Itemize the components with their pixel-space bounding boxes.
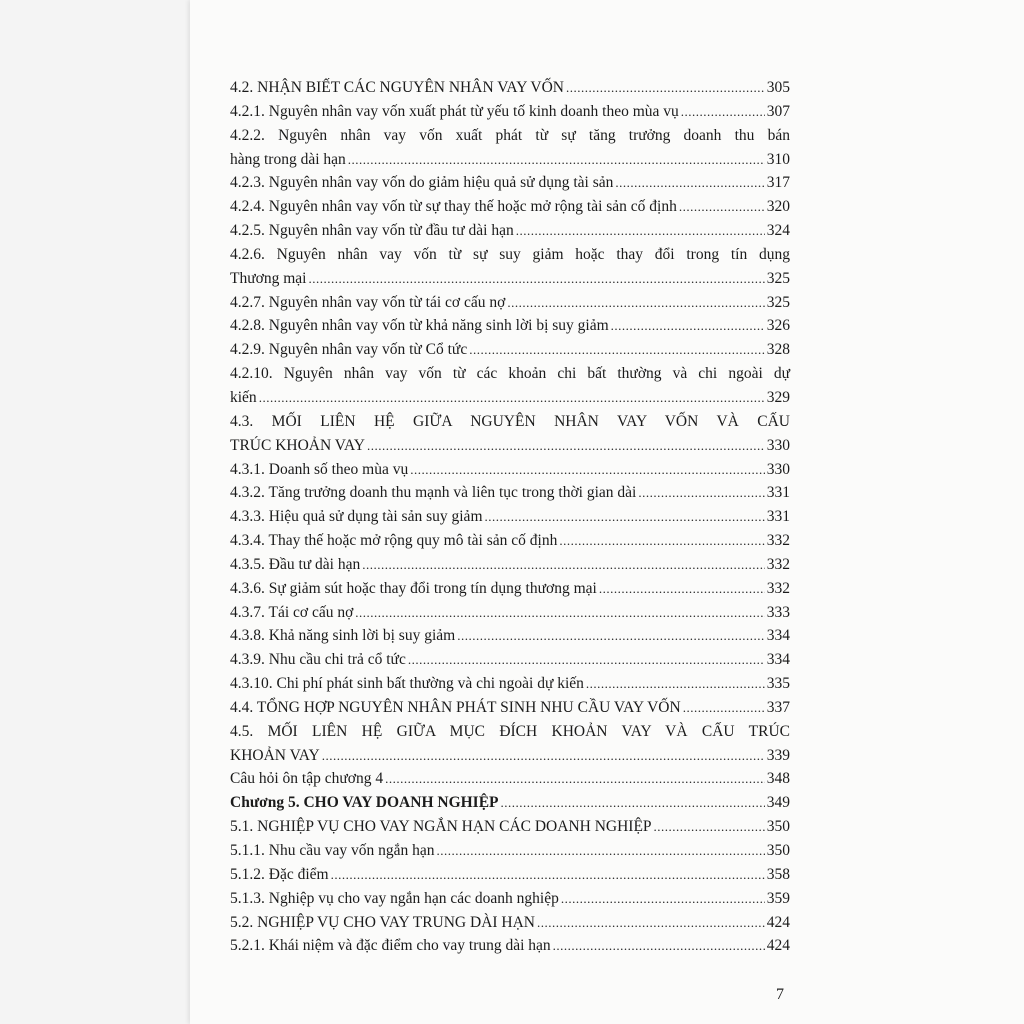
toc-entry-page: 325 [766,269,790,287]
toc-entry-page: 348 [766,770,790,788]
toc-entry [230,410,790,434]
toc-leader-dots [355,601,764,625]
page-number: 7 [776,986,784,1003]
toc-entry [230,505,790,529]
toc-leader-dots [507,291,764,315]
toc-entry-page: 307 [766,102,790,120]
toc-entry-title: 5.1.1. Nhu cầu vay vốn ngắn hạn [230,842,435,859]
toc-entry [230,481,790,505]
toc-leader-dots [638,481,764,505]
toc-entry [230,672,790,696]
toc-entry-title: 4.2.3. Nguyên nhân vay vốn do giảm hiệu quả sử dụng tài sản [230,174,614,192]
toc-entry [230,887,790,911]
toc-entry-title: 5.1.3. Nghiệp vụ cho vay ngắn hạn các doanh nghiệp [230,889,559,907]
toc-entry-title: hàng trong dài hạn [230,150,346,168]
toc-entry-page: 332 [766,579,790,597]
toc-entry [230,100,790,124]
toc-entry [230,195,790,219]
toc-entry [230,362,790,386]
toc-entry-title: kiến [230,388,257,406]
toc-leader-dots [516,219,765,243]
toc-entry-page: 330 [766,460,790,478]
toc-entry [230,267,790,291]
toc-entry-page: 334 [766,627,790,645]
toc-entry-page: 350 [766,842,790,859]
toc-entry-page: 333 [766,603,790,621]
toc-entry-page: 326 [766,317,790,335]
toc-entry-page: 358 [766,865,790,883]
toc-entry [230,744,790,768]
toc-leader-dots [561,887,765,911]
toc-leader-dots [586,672,765,696]
toc-entry-page: 317 [766,174,790,192]
toc-entry [230,529,790,553]
toc-entry-title: 4.2.8. Nguyên nhân vay vốn từ khả năng sinh lời bị suy giảm [230,317,609,335]
toc-entry-title: 4.2.9. Nguyên nhân vay vốn từ Cổ tức [230,341,468,359]
toc-entry-page: 359 [766,889,790,907]
toc-entry [230,720,790,744]
toc-leader-dots [566,76,765,100]
toc-entry-title: 4.3.4. Thay thế hoặc mở rộng quy mô tài sản cố định [230,532,558,550]
toc-entry-title: 4.3.7. Tái cơ cấu nợ [230,603,354,621]
toc-entry [230,171,790,195]
toc-entry [230,934,790,958]
toc-leader-dots [469,338,765,362]
toc-leader-dots [501,791,765,815]
toc-entry-page: 331 [766,508,790,526]
toc-entry [230,624,790,648]
toc-entry-title: 4.3.6. Sự giảm sút hoặc thay đổi trong tín dụng thương mại [230,579,597,597]
toc-entry-title: 4.3. MỐI LIÊN HỆ GIỮA NGUYÊN NHÂN VAY VỐN VÀ CẤU [230,412,790,430]
toc-entry-page: 332 [766,555,790,573]
toc-leader-dots [681,100,765,124]
toc-leader-dots [408,648,765,672]
toc-entry-title: 4.2. NHẬN BIẾT CÁC NGUYÊN NHÂN VAY VỐN [230,79,564,96]
toc-entry [230,696,790,720]
toc-leader-dots [553,934,765,958]
toc-entry-page: 328 [766,341,790,359]
toc-entry-page: 330 [766,436,790,454]
toc-entry [230,863,790,887]
toc-entry-page: 339 [766,746,790,764]
toc-entry-title: 5.1. NGHIỆP VỤ CHO VAY NGẮN HẠN CÁC DOANH NGHIỆP [230,818,652,836]
toc-entry [230,911,790,935]
toc-leader-dots [436,839,764,863]
toc-entry-page: 332 [766,532,790,550]
toc-entry-page: 324 [766,222,790,240]
toc-leader-dots [615,171,764,195]
toc-entry-title: 4.2.7. Nguyên nhân vay vốn từ tái cơ cấu nợ [230,293,506,311]
toc-entry [230,553,790,577]
toc-leader-dots [559,529,764,553]
toc-entry-title: 4.2.4. Nguyên nhân vay vốn từ sự thay thế hoặc mở rộng tài sản cố định [230,198,677,216]
toc-entry-page: 424 [766,937,790,955]
toc-entry-page: 335 [766,675,790,693]
toc-leader-dots [654,815,765,839]
toc-entry-title: 5.1.2. Đặc điểm [230,865,329,883]
toc-entry [230,219,790,243]
toc-entry-page: 424 [766,913,790,931]
toc-entry [230,839,790,863]
toc-entry-title: 4.4. TỔNG HỢP NGUYÊN NHÂN PHÁT SINH NHU CẦU VAY VỐN [230,698,681,716]
toc-entry-page: 349 [766,794,790,812]
toc-entry-title: 5.2. NGHIỆP VỤ CHO VAY TRUNG DÀI HẠN [230,913,536,931]
toc-entry-title: 4.3.2. Tăng trưởng doanh thu mạnh và liên tục trong thời gian dài [230,484,637,502]
toc-entry [230,386,790,410]
toc-entry-title: Thương mại [230,269,307,287]
toc-leader-dots [537,911,765,935]
toc-entry [230,767,790,791]
toc-entry [230,648,790,672]
toc-leader-dots [367,434,765,458]
toc-entry-title: 4.3.1. Doanh số theo mùa vụ [230,460,409,478]
toc-entry-title: Chương 5. CHO VAY DOANH NGHIỆP [230,794,499,812]
toc-entry [230,458,790,482]
toc-leader-dots [679,195,765,219]
toc-entry-title: TRÚC KHOẢN VAY [230,436,365,454]
toc-entry-page: 350 [766,818,790,836]
toc-entry-title: 4.3.8. Khả năng sinh lời bị suy giảm [230,627,456,645]
toc-entry-title: 4.3.10. Chi phí phát sinh bất thường và chi ngoài dự kiến [230,675,584,693]
toc-leader-dots [599,577,765,601]
toc-entry-page: 334 [766,651,790,669]
toc-entry-title: KHOẢN VAY [230,746,320,764]
toc-entry-page: 305 [766,79,790,96]
toc-leader-dots [362,553,765,577]
toc-entry-title: Câu hỏi ôn tập chương 4 [230,770,384,788]
toc-entry-title: 4.2.1. Nguyên nhân vay vốn xuất phát từ yếu tố kinh doanh theo mùa vụ [230,102,679,120]
toc-entry-title: 4.2.5. Nguyên nhân vay vốn từ đầu tư dài hạn [230,222,514,240]
toc-leader-dots [683,696,765,720]
toc-entry [230,815,790,839]
toc-entry-title: 4.2.10. Nguyên nhân vay vốn từ các khoản chi bất thường và chi ngoài dự [230,365,790,383]
toc-leader-dots [322,744,765,768]
toc-entry [230,76,790,100]
toc-leader-dots [410,458,765,482]
toc-entry-page: 320 [766,198,790,216]
toc-leader-dots [385,767,765,791]
toc-entry-title: 4.2.2. Nguyên nhân vay vốn xuất phát từ sự tăng trưởng doanh thu bán [230,126,790,144]
toc-entry-page: 310 [766,150,790,168]
toc-leader-dots [259,386,765,410]
toc-entry [230,148,790,172]
toc-entry [230,601,790,625]
toc-entry-title: 4.5. MỐI LIÊN HỆ GIỮA MỤC ĐÍCH KHOẢN VAY VÀ CẤU TRÚC [230,722,790,740]
toc-entry-page: 325 [766,293,790,311]
toc-entry [230,434,790,458]
toc-leader-dots [611,314,765,338]
toc-chapter-entry [230,791,790,815]
toc-entry-page: 337 [766,698,790,716]
toc-entry [230,291,790,315]
toc-entry [230,338,790,362]
toc-entry-page: 331 [766,484,790,502]
toc-entry-page: 329 [766,388,790,406]
toc-entry-title: 4.3.9. Nhu cầu chi trả cổ tức [230,651,406,669]
toc-leader-dots [348,148,765,172]
toc-entry-title: 4.3.5. Đầu tư dài hạn [230,555,361,573]
table-of-contents [230,76,790,958]
toc-entry [230,314,790,338]
toc-leader-dots [331,863,765,887]
toc-entry [230,124,790,148]
toc-leader-dots [308,267,764,291]
toc-entry-title: 5.2.1. Khái niệm và đặc điểm cho vay trung dài hạn [230,937,551,955]
toc-leader-dots [485,505,765,529]
toc-leader-dots [457,624,765,648]
toc-entry-title: 4.3.3. Hiệu quả sử dụng tài sản suy giảm [230,508,483,526]
toc-entry-title: 4.2.6. Nguyên nhân vay vốn từ sự suy giảm hoặc thay đổi trong tín dụng [230,245,790,263]
toc-entry [230,577,790,601]
toc-entry [230,243,790,267]
